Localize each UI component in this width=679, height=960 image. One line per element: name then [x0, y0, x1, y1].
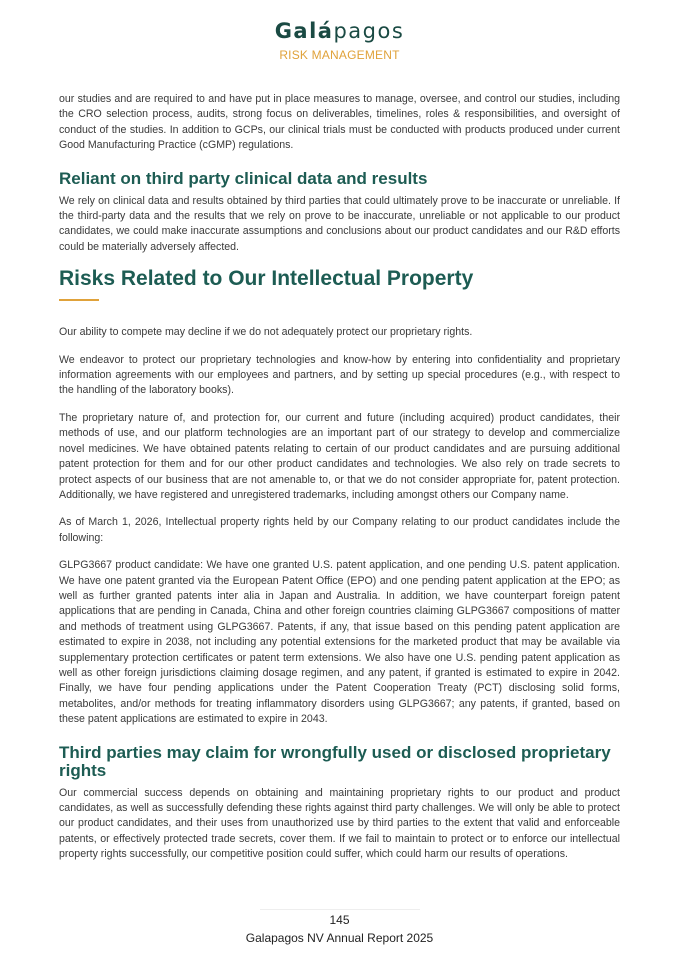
heading-reliant-third-party: Reliant on third party clinical data and results: [59, 168, 428, 188]
footer-divider: [260, 909, 420, 910]
heading-third-parties-claim: Third parties may claim for wrongfully used or disclosed proprietary rights: [59, 742, 611, 780]
page-number: 145: [329, 913, 350, 927]
paragraph-proprietary-nature: The proprietary nature of, and protection for, our current and future (including acquired) product candidates, their methods of use, and our platform technologies are an important part of our strategy to develop and commercialize novel medicines. We have obtained patents relating to certain of our product candidates and are pursuing additional patent protection for them and for our other product candidates and technologies. We also rely on trade secrets to protect aspects of our business that are not amenable to, or that we do not consider appropriate for, patent protection. Additionally, we have registered and unregistered trademarks, including amongst others our Company name.: [59, 411, 620, 501]
paragraph-glpg3667-patents: GLPG3667 product candidate: We have one granted U.S. patent application, and one pending U.S. patent application. We have one patent granted via the European Patent Office (EPO) and one pending patent application at the EPO; as well as further granted patents inter alia in Japan and Australia. In addition, we have counterpart foreign patent applications that are pending in Canada, China and other foreign countries claiming GLPG3667 compositions of matter and methods of treatment using GLPG3667. Patents, if any, that issue based on this pending patent application are estimated to expire in 2038, not including any potential extensions for the marketed product that may be available via supplementary protection certificates or patent term extensions. We also have one U.S. pending patent application as well as other foreign jurisdictions claiming dosage regimen, and any patent, if granted is estimated to expire in 2042. Finally, we have four pending applications under the Patent Cooperation Treaty (PCT) disclosing solid forms, metabolites, and/or methods for treating inflammatory disorders using GLPG3667; any patents, if granted, based on these patent applications are estimated to expire in 2043.: [59, 559, 620, 726]
galapagos-logo: Galápagos: [274, 19, 405, 43]
page-header: [0, 18, 679, 62]
paragraph-ip-rights-intro: As of March 1, 2026, Intellectual property rights held by our Company relating to our product candidates include the following:: [59, 516, 620, 544]
page-footer: [0, 909, 679, 946]
section-label: RISK MANAGEMENT: [279, 48, 400, 62]
paragraph-ability-to-compete: Our ability to compete may decline if we do not adequately protect our proprietary rights.: [59, 326, 473, 339]
paragraph-studies-oversight: our studies and are required to and have put in place measures to manage, oversee, and control our studies, including the CRO selection process, audits, strong focus on deliverables, timelines, roles & responsibilities, and oversight of conduct of the studies. In addition to GCPs, our clinical trials must be conducted with products produced under current Good Manufacturing Practice (cGMP) regulations.: [59, 93, 620, 152]
heading-intellectual-property: Risks Related to Our Intellectual Property: [59, 267, 474, 291]
main-content: [59, 92, 620, 875]
paragraph-third-party-data: We rely on clinical data and results obtained by third parties that could ultimately prove to be inaccurate or unreliable. If the third-party data and the results that we rely on prove to be inaccurate, unreliable or not applicable to our product candidates, we could make inaccurate assumptions and conclusions about our product candidates and our R&D efforts could be materially adversely affected.: [59, 194, 620, 253]
paragraph-commercial-success: Our commercial success depends on obtaining and maintaining proprietary rights to our product and product candidates, as well as successfully defending these rights against third party challenges. We will only be able to protect our product candidates, and their uses from unauthorized use by third parties to the extent that valid and enforceable patents, or effectively protected trade secrets, cover them. If we fail to maintain to protect or to enforce our intellectual property rights successfully, our competitive position could suffer, which could harm our results of operations.: [59, 786, 620, 861]
paragraph-confidentiality: We endeavor to protect our proprietary technologies and know-how by entering into confidentiality and proprietary information agreements with our employees and partners, and by setting up special procedures (e.g., with respect to the handling of the laboratory books).: [59, 353, 620, 397]
heading-underline: [59, 299, 99, 301]
report-title: Galapagos NV Annual Report 2025: [245, 931, 434, 945]
